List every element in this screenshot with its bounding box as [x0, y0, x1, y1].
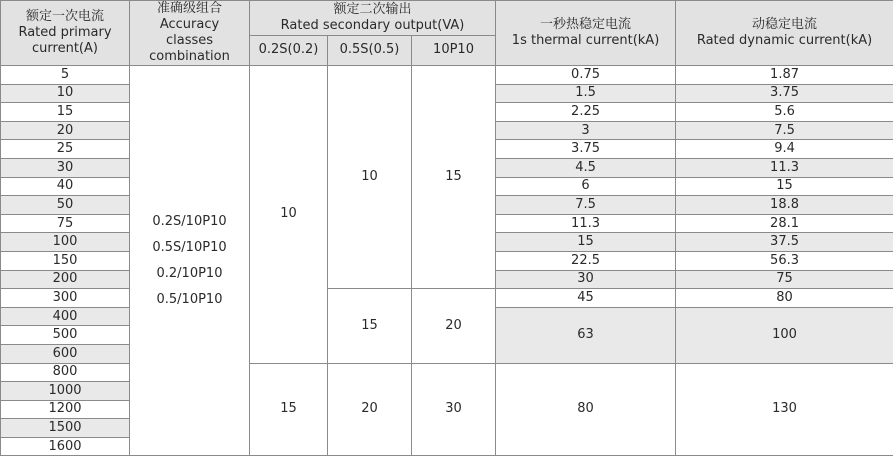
accuracy-combinations-cell — [130, 66, 250, 456]
header-primary-current — [1, 1, 130, 66]
primary-current-cell: 300 — [1, 289, 130, 308]
output-02s-cell: 15 — [250, 363, 328, 456]
output-05s-cell: 10 — [328, 66, 412, 289]
dynamic-current-cell: 18.8 — [676, 196, 893, 215]
thermal-current-cell: 7.5 — [496, 196, 676, 215]
header-accuracy — [130, 1, 250, 66]
primary-current-cell: 800 — [1, 363, 130, 382]
header-sub-10p10: 10P10 — [412, 35, 496, 65]
dynamic-current-cell: 1.87 — [676, 66, 893, 85]
dynamic-current-cell: 28.1 — [676, 214, 893, 233]
dynamic-current-cell: 80 — [676, 289, 893, 308]
header-secondary-output — [250, 1, 496, 36]
primary-current-cell: 10 — [1, 84, 130, 103]
output-05s-cell: 15 — [328, 289, 412, 363]
output-10p10-cell: 15 — [412, 66, 496, 289]
thermal-current-cell: 15 — [496, 233, 676, 252]
output-10p10-cell: 30 — [412, 363, 496, 456]
thermal-current-cell: 30 — [496, 270, 676, 289]
dynamic-current-cell: 11.3 — [676, 158, 893, 177]
thermal-current-cell: 1.5 — [496, 84, 676, 103]
accuracy-combination: 0.2/10P10 — [156, 265, 223, 281]
header-thermal-current — [496, 1, 676, 66]
thermal-current-cell: 45 — [496, 289, 676, 308]
dynamic-current-cell: 130 — [676, 363, 893, 456]
primary-current-cell: 20 — [1, 121, 130, 140]
primary-current-cell: 1200 — [1, 400, 130, 419]
thermal-current-cell: 3 — [496, 121, 676, 140]
thermal-current-cell: 11.3 — [496, 214, 676, 233]
primary-current-cell: 500 — [1, 326, 130, 345]
thermal-current-cell: 22.5 — [496, 251, 676, 270]
header-secondary-en: Rated secondary output(VA) — [280, 17, 465, 33]
thermal-current-cell: 6 — [496, 177, 676, 196]
thermal-current-cell: 2.25 — [496, 103, 676, 122]
dynamic-current-cell: 100 — [676, 307, 893, 363]
primary-current-cell: 150 — [1, 251, 130, 270]
output-05s-cell: 20 — [328, 363, 412, 456]
header-thermal-en: 1s thermal current(kA) — [511, 33, 660, 48]
output-02s-cell: 10 — [250, 66, 328, 364]
thermal-current-cell: 0.75 — [496, 66, 676, 85]
primary-current-cell: 50 — [1, 196, 130, 215]
primary-current-cell: 1600 — [1, 437, 130, 456]
dynamic-current-cell: 7.5 — [676, 121, 893, 140]
primary-current-cell: 400 — [1, 307, 130, 326]
primary-current-cell: 25 — [1, 140, 130, 159]
accuracy-combination: 0.5/10P10 — [156, 291, 223, 307]
primary-current-cell: 75 — [1, 214, 130, 233]
header-secondary-zh: 额定二次输出 — [333, 1, 412, 17]
primary-current-cell: 1000 — [1, 382, 130, 401]
primary-current-cell: 5 — [1, 66, 130, 85]
thermal-current-cell: 3.75 — [496, 140, 676, 159]
dynamic-current-cell: 15 — [676, 177, 893, 196]
dynamic-current-cell: 9.4 — [676, 140, 893, 159]
header-dynamic-current — [676, 1, 893, 66]
dynamic-current-cell: 75 — [676, 270, 893, 289]
dynamic-current-cell: 5.6 — [676, 103, 893, 122]
primary-current-cell: 600 — [1, 344, 130, 363]
header-accuracy-en2: classes — [165, 33, 214, 48]
thermal-current-cell: 4.5 — [496, 158, 676, 177]
header-thermal-zh: 一秒热稳定电流 — [540, 17, 632, 32]
primary-current-cell: 200 — [1, 270, 130, 289]
header-sub-05s: 0.5S(0.5) — [328, 35, 412, 65]
header-sub-02s: 0.2S(0.2) — [250, 35, 328, 65]
primary-current-cell: 40 — [1, 177, 130, 196]
primary-current-cell: 100 — [1, 233, 130, 252]
dynamic-current-cell: 3.75 — [676, 84, 893, 103]
primary-current-cell: 15 — [1, 103, 130, 122]
header-primary-en: Rated primary — [18, 25, 112, 40]
dynamic-current-cell: 56.3 — [676, 251, 893, 270]
accuracy-combination: 0.5S/10P10 — [152, 239, 227, 255]
primary-current-cell: 1500 — [1, 419, 130, 438]
header-accuracy-zh: 准确级组合 — [156, 1, 222, 16]
header-accuracy-en3: combination — [149, 49, 230, 64]
header-dynamic-en: Rated dynamic current(kA) — [696, 33, 873, 48]
header-dynamic-zh: 动稳定电流 — [752, 17, 818, 32]
accuracy-combination: 0.2S/10P10 — [152, 213, 227, 229]
header-primary-en2: current(A) — [32, 41, 98, 56]
output-10p10-cell: 20 — [412, 289, 496, 363]
thermal-current-cell: 63 — [496, 307, 676, 363]
header-accuracy-en: Accuracy — [159, 17, 220, 32]
dynamic-current-cell: 37.5 — [676, 233, 893, 252]
primary-current-cell: 30 — [1, 158, 130, 177]
thermal-current-cell: 80 — [496, 363, 676, 456]
header-primary-zh: 额定一次电流 — [25, 9, 104, 24]
